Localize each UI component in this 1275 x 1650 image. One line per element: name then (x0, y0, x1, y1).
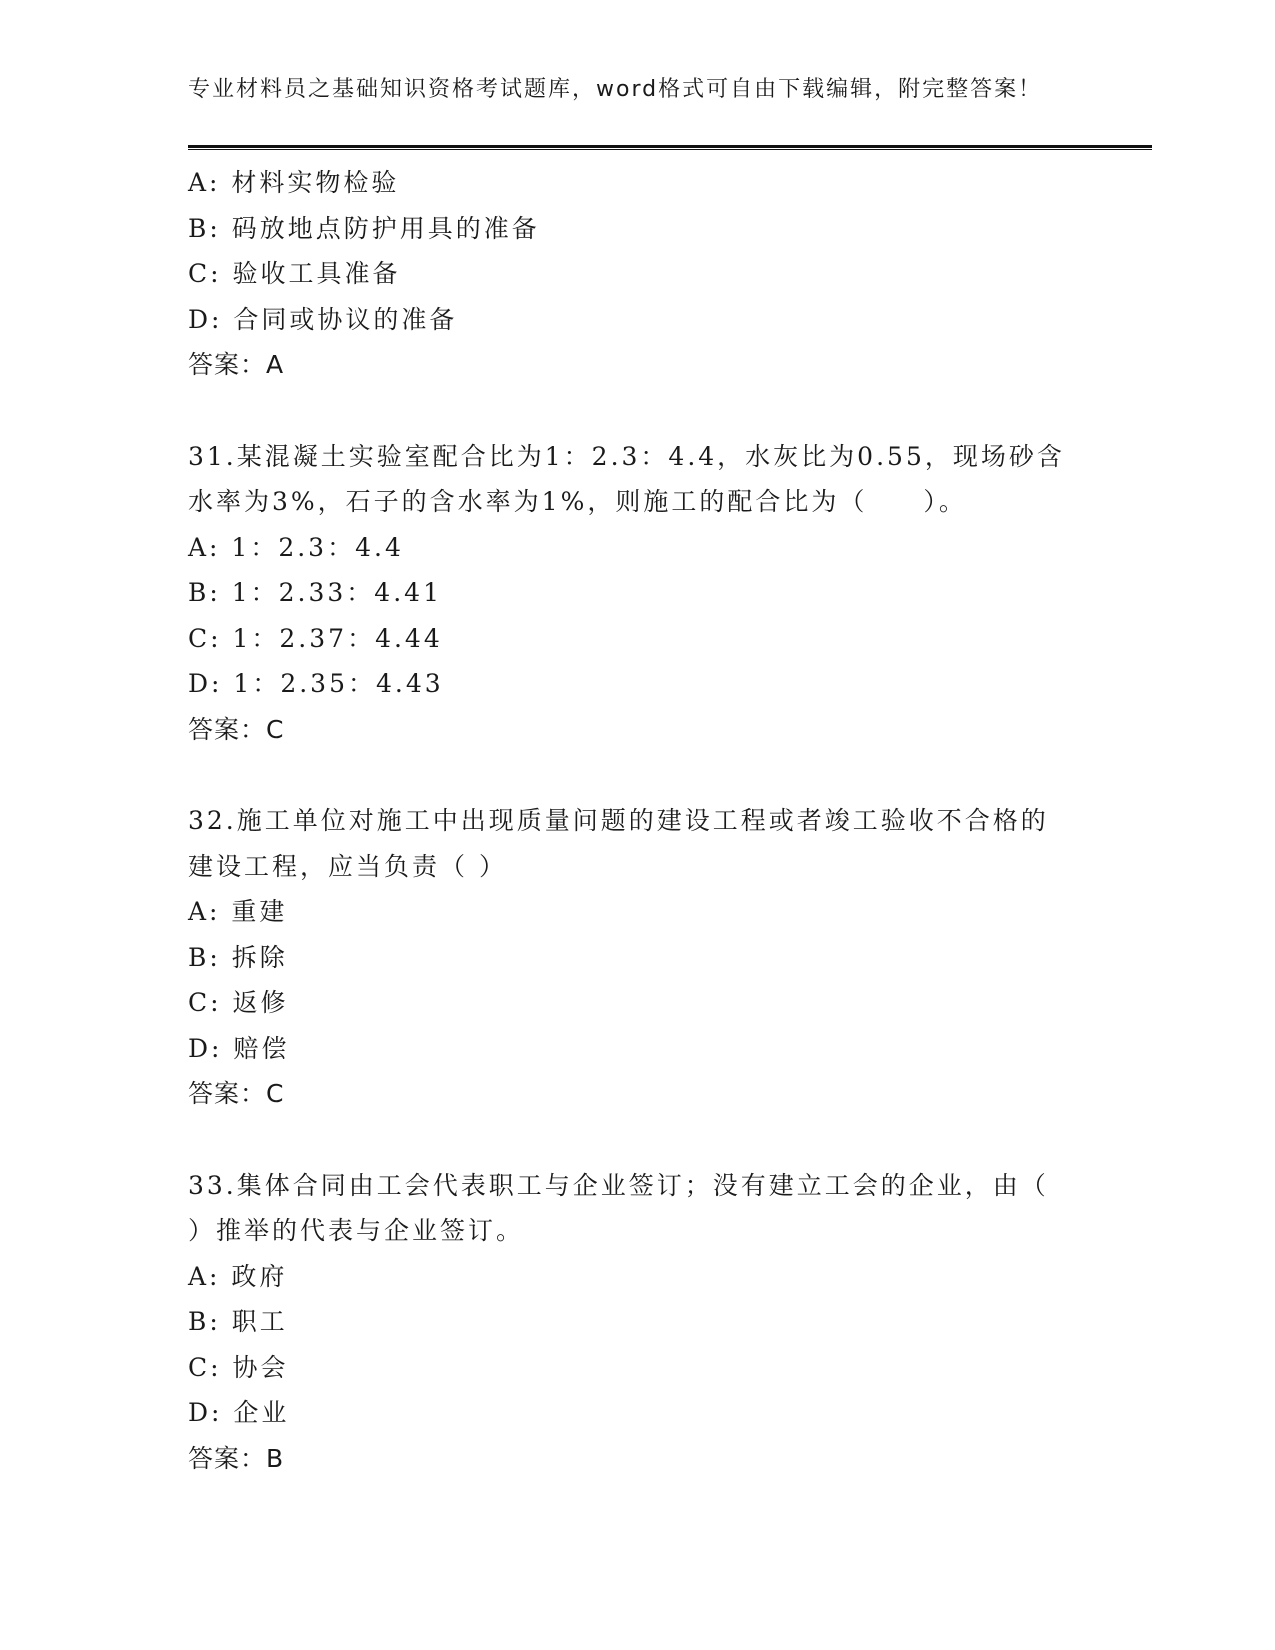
answer: 答案：C (188, 1079, 285, 1108)
option-a: A: 重建 (188, 897, 288, 926)
option-b: B: 职工 (188, 1307, 288, 1336)
question-text-line-2: ）推举的代表与企业签订。 (188, 1216, 525, 1245)
question-text-line-1: 33.集体合同由工会代表职工与企业签订；没有建立工会的企业，由（ (188, 1170, 1049, 1200)
document-body (188, 160, 1088, 1481)
answer: 答案：A (188, 350, 285, 379)
spacer (188, 1117, 1088, 1163)
option-a: A: 材料实物检验 (188, 168, 400, 197)
question-text-line-1: 31.某混凝土实验室配合比为1：2.3：4.4，水灰比为0.55，现场砂含 (188, 441, 1065, 471)
option-d: D: 1：2.35：4.43 (188, 669, 444, 698)
option-d: D: 合同或协议的准备 (188, 304, 458, 334)
question-text-line-2: 建设工程，应当负责（ ） (188, 851, 507, 881)
page-header: 专业材料员之基础知识资格考试题库，word格式可自由下载编辑，附完整答案！ (188, 77, 1043, 102)
question-33 (188, 1163, 1088, 1482)
question-text-line-2: 水率为3%，石子的含水率为1%，则施工的配合比为（ ）。 (188, 487, 967, 516)
option-c: C: 验收工具准备 (188, 259, 401, 288)
option-c: C: 1：2.37：4.44 (188, 623, 443, 653)
spacer (188, 388, 1088, 434)
prev-question-block (188, 160, 1088, 388)
answer: 答案：C (188, 714, 285, 744)
answer: 答案：B (188, 1443, 285, 1473)
header-divider (188, 145, 1152, 150)
option-b: B: 1：2.33：4.41 (188, 578, 442, 607)
option-c: C: 协会 (188, 1352, 289, 1382)
question-32 (188, 798, 1088, 1117)
spacer (188, 752, 1088, 798)
option-d: D: 企业 (188, 1398, 290, 1427)
option-c: C: 返修 (188, 988, 289, 1017)
question-text-line-1: 32.施工单位对施工中出现质量问题的建设工程或者竣工验收不合格的 (188, 806, 1049, 835)
question-31 (188, 434, 1088, 753)
option-b: B: 拆除 (188, 942, 288, 972)
option-a: A: 政府 (188, 1261, 288, 1291)
option-d: D: 赔偿 (188, 1033, 290, 1063)
option-a: A: 1：2.3：4.4 (188, 532, 404, 562)
option-b: B: 码放地点防护用具的准备 (188, 213, 540, 243)
